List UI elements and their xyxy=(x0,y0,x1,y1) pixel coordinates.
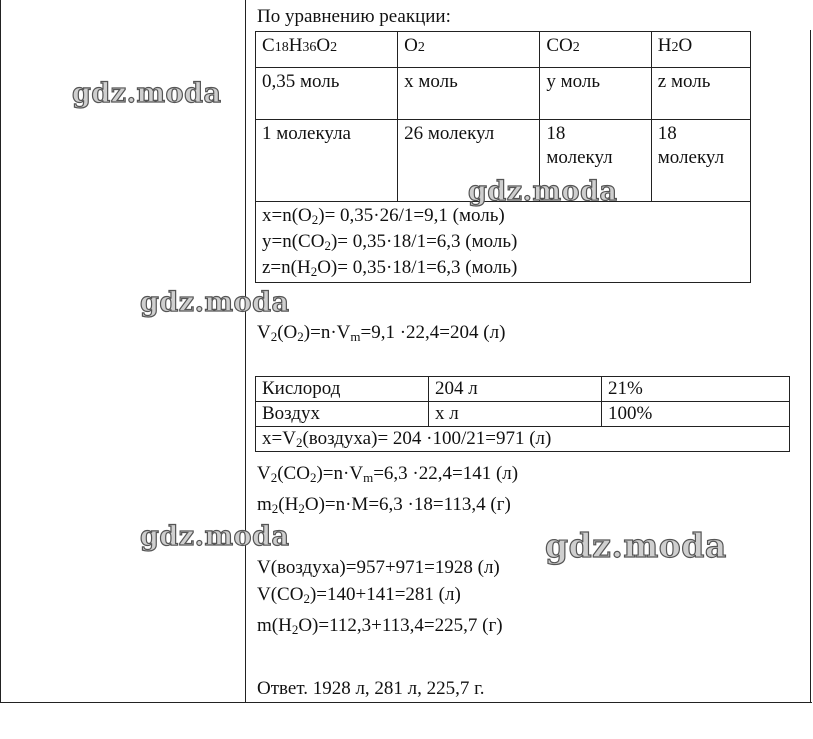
moles-cell: y моль xyxy=(540,68,651,120)
air-cell: x л xyxy=(429,402,602,427)
watermark: gdz.moda xyxy=(140,287,290,318)
air-cell: 21% xyxy=(602,377,790,402)
calc-line-z: $z=n(H_2O)= 0,35\cdot 18/1=6,3$ (моль) xyxy=(262,257,518,279)
column-divider xyxy=(245,0,246,703)
volume-co2-line: $V_2(CO_2)=n\cdot V_m=6,3 \cdot 22,4=141$ (л) xyxy=(257,463,519,485)
air-cell: 204 л xyxy=(429,377,602,402)
watermark: gdz.moda xyxy=(468,176,618,207)
right-border xyxy=(810,30,811,703)
total-h2o-line: $m(H_2O)=112,3+113,4=225,7$ (г) xyxy=(257,615,503,637)
moles-cell: 0,35 моль xyxy=(256,68,398,120)
moles-cell: z моль xyxy=(651,68,750,120)
species-cell: CO2 xyxy=(540,32,651,68)
molecules-cell: 18 молекул xyxy=(540,120,651,202)
calc-line-x: $x=n(O_2)= 0,35\cdot 26/1=9,1$ (моль) xyxy=(262,205,505,227)
calc-line-y: $y=n(CO_2)= 0,35\cdot 18/1=6,3$ (моль) xyxy=(262,231,518,253)
molecules-cell: 26 молекул xyxy=(398,120,540,202)
air-calc-cell: $x=V_2(воздуха)= 204 \cdot 100/21=971$ (л) xyxy=(256,427,790,452)
molecules-cell: 18 молекул xyxy=(651,120,750,202)
total-co2-line: $V(CO_2)=140+141=281$ (л) xyxy=(257,584,461,606)
total-air-line: V(воздуха)=957+971=1928 (л) xyxy=(257,557,500,578)
section-header: По уравнению реакции: xyxy=(257,6,451,27)
watermark: gdz.moda xyxy=(140,521,290,552)
watermark: gdz.moda xyxy=(545,526,727,565)
watermark: gdz.moda xyxy=(72,78,222,109)
molecules-cell: 1 молекула xyxy=(256,120,398,202)
reaction-table xyxy=(255,31,751,283)
species-cell: O2 xyxy=(398,32,540,68)
air-cell: Воздух xyxy=(256,402,429,427)
species-cell: C18H36O2 xyxy=(256,32,398,68)
moles-cell: x моль xyxy=(398,68,540,120)
species-cell: H2O xyxy=(651,32,750,68)
answer-line: Ответ. 1928 л, 281 л, 225,7 г. xyxy=(257,678,485,699)
mass-h2o-line: $m_2(H_2O)=n\cdot M=6,3 \cdot 18=113,4$ (г) xyxy=(257,494,511,516)
air-cell: Кислород xyxy=(256,377,429,402)
air-table xyxy=(255,376,790,452)
calc-cell xyxy=(256,202,751,283)
volume-o2-line: $V_2(O_2)=n\cdot V_m=9,1 \cdot 22,4=204$ (л) xyxy=(257,322,506,344)
air-cell: 100% xyxy=(602,402,790,427)
